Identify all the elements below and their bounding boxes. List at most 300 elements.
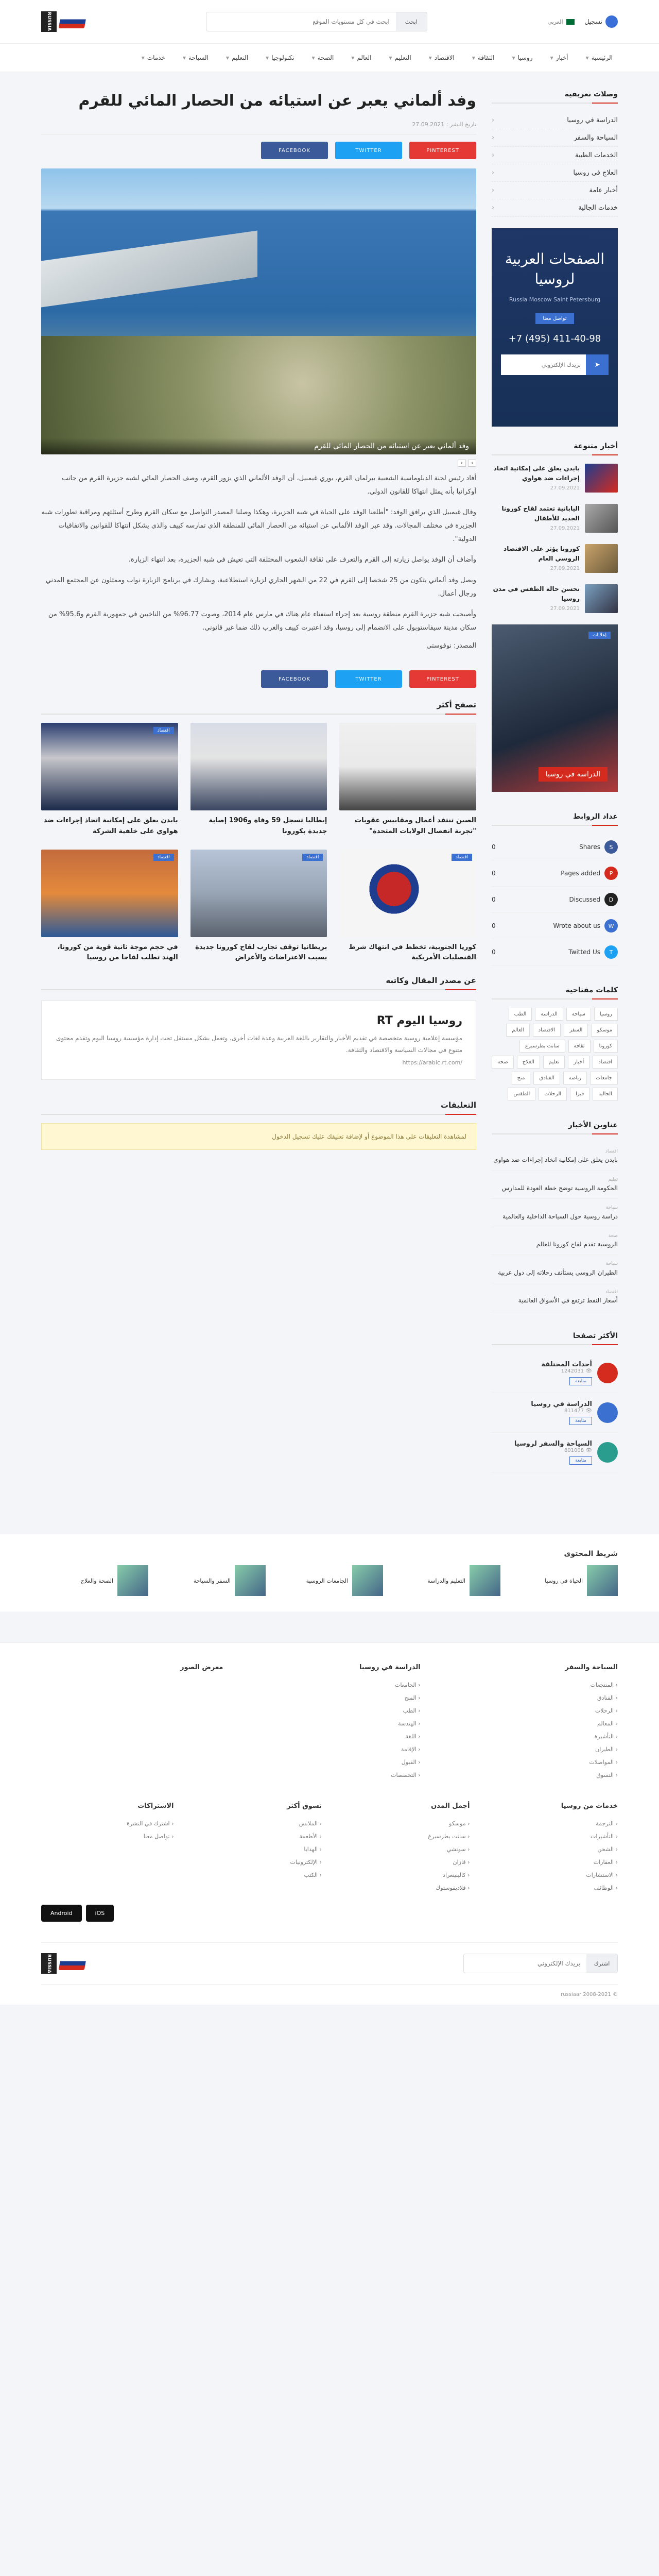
footer-column <box>189 1802 322 1894</box>
categories-title: وصلات تعريفية <box>492 90 618 104</box>
tag-chip[interactable]: اقتصاد <box>593 1056 618 1069</box>
tag-chip[interactable]: الرحلات <box>539 1088 567 1100</box>
ticker-text: الحياة في روسيا <box>545 1577 583 1584</box>
headline-category: تعليم <box>608 1177 618 1182</box>
social-icon: W <box>604 919 618 933</box>
search-button[interactable]: ابحث <box>396 12 427 31</box>
popular-title: السياحة والسفر لروسيا <box>514 1440 592 1448</box>
latest-news-item[interactable] <box>492 504 618 533</box>
site-logo[interactable] <box>41 11 85 32</box>
twitter-share-button[interactable]: TWITTER <box>335 142 402 159</box>
category-badge: اقتصاد <box>452 854 472 861</box>
headline-item[interactable] <box>492 1283 618 1312</box>
footer-column-title: الدراسة في روسيا <box>359 1664 421 1672</box>
chevron-down-icon: ▼ <box>311 55 315 60</box>
popular-views: 👁 801008 <box>564 1448 592 1454</box>
tag-chip[interactable]: الفنادق <box>533 1072 560 1084</box>
popular-avatar <box>597 1363 618 1383</box>
ticker-title: شريط المحتوى <box>564 1550 618 1558</box>
article-date: تاريخ النشر : 27.09.2021 <box>412 121 476 128</box>
user-menu[interactable] <box>585 15 618 28</box>
popular-views: 👁 811477 <box>564 1408 592 1414</box>
footer-link[interactable]: ‹ الهندسة <box>398 1720 421 1727</box>
footer-link[interactable]: ‹ المواصلات <box>589 1759 618 1766</box>
footer-link[interactable]: ‹ اشترك في النشرة <box>127 1820 174 1827</box>
news-thumb <box>585 584 618 613</box>
counter-item[interactable] <box>492 913 618 939</box>
tag-chip[interactable]: الطب <box>509 1008 532 1021</box>
latest-news-item[interactable] <box>492 464 618 493</box>
counter-item[interactable] <box>492 939 618 965</box>
copyright: © 2008-2021 russiaar <box>41 1984 618 2005</box>
nav-item[interactable] <box>550 54 568 61</box>
headlines-title: عناوين الأخبار <box>492 1121 618 1134</box>
avatar <box>605 15 618 28</box>
footer-link[interactable]: ‹ الشحن <box>597 1846 618 1853</box>
news-thumb <box>585 464 618 493</box>
source-description: مؤسسة إعلامية روسية متخصصة في تقديم الأخبار والتقارير باللغة العربية وعدة لغات أخرى، وتعمل بشكل مستقل تحت إدارة مؤسسة روسيا اليوم وتقدم محتوى متنوع في مجالات السياسة والاقتصاد والثقافة. <box>56 1035 462 1054</box>
nav-label: روسيا <box>517 54 533 61</box>
footer-logo[interactable] <box>41 1953 85 1974</box>
related-card[interactable] <box>41 723 178 837</box>
tag-chip[interactable]: السفر <box>564 1024 588 1037</box>
news-thumb <box>585 544 618 573</box>
tag-chip[interactable]: سانت بطرسبرغ <box>519 1040 565 1053</box>
news-title: تحسن حالة الطقس في مدن روسيا <box>493 585 580 603</box>
chevron-left-icon: ‹ <box>492 204 495 212</box>
counter-value: 0 <box>492 896 496 903</box>
pinterest-share-button[interactable]: PINTEREST <box>409 670 476 688</box>
chevron-down-icon: ▼ <box>550 55 553 60</box>
twitter-share-button[interactable]: TWITTER <box>335 670 402 688</box>
footer-link[interactable]: ‹ اللغة <box>405 1733 421 1740</box>
news-text <box>492 584 580 613</box>
tag-chip[interactable]: جامعات <box>590 1072 618 1084</box>
related-image <box>190 723 327 810</box>
counter-label-wrap <box>579 840 618 854</box>
related-title: تصفح أكثر <box>41 700 476 715</box>
footer-link[interactable]: ‹ الرحلات <box>595 1707 618 1715</box>
tag-chip[interactable]: أخبار <box>568 1056 589 1069</box>
ticker-row <box>41 1565 618 1596</box>
category-item[interactable] <box>492 164 618 182</box>
share-bar-bottom <box>41 670 476 688</box>
chevron-left-icon: ‹ <box>492 134 495 142</box>
news-date: 27.09.2021 <box>550 485 580 492</box>
language-switcher[interactable] <box>547 19 574 25</box>
footer-column <box>337 1802 470 1894</box>
footer-link[interactable]: ‹ فلاديفوستوك <box>436 1885 470 1892</box>
popular-text <box>514 1440 592 1465</box>
social-icon: T <box>604 945 618 959</box>
nav-item[interactable] <box>351 54 371 61</box>
related-image <box>339 850 476 937</box>
footer-link[interactable]: ‹ سانت بطرسبرغ <box>428 1833 470 1840</box>
popular-views: 👁 1242031 <box>561 1368 592 1375</box>
article-paragraph: وقال غيمبيل الذي يرافق الوفد: "أطلعنا الوفد على الحياة في شبه الجزيرة، وهكذا وصلنا المصدر التواصل مع سكان القرم وطرح أسئلتهم ومراقبة تطورات شبه الجزيرة في مختلف المجالات. وقد عبر الوفد الألماني عن استيائه من الحصار المائي للمنطقة الذي تمارسه كييف والذي يشكل انتهاكا للقوانين والاتفاقيات الدولية". <box>41 509 476 543</box>
news-title: كورونا يؤثر على الاقتصاد الروسي العام <box>504 545 580 563</box>
nav-item[interactable] <box>512 54 532 61</box>
promo-phone: +7 (495) 411-40-98 <box>508 333 601 345</box>
popular-title: أحداث المختلفة <box>541 1361 592 1369</box>
footer-link[interactable]: ‹ الأطعمة <box>299 1833 322 1840</box>
subscribe-button[interactable]: اشترك <box>586 1954 617 1973</box>
related-card[interactable] <box>190 850 327 964</box>
facebook-share-button[interactable]: FACEBOOK <box>261 670 328 688</box>
news-title: بايدن يعلق على إمكانية اتخاذ إجراءات ضد هواوي <box>493 465 580 482</box>
article-paragraph: وأضاف أن الوفد يواصل زيارته إلى القرم والتعرف على ثقافة الشعوب المختلفة التي تعيش في شبه الجزيرة، بعد انتهاء الزيارة. <box>128 556 476 564</box>
source-box <box>41 1001 476 1080</box>
footer-column <box>41 1664 223 1782</box>
counter-value: 0 <box>492 948 496 956</box>
footer-link[interactable]: ‹ الجامعات <box>395 1682 421 1689</box>
footer-link[interactable]: ‹ الطيران <box>595 1746 618 1753</box>
related-title: إيطاليا تسجل 59 وفاة و1906 إصابة جديدة بكورونا <box>209 817 327 835</box>
pager-prev[interactable]: ‹ <box>458 460 466 467</box>
social-icon: S <box>604 840 618 854</box>
footer-column-title: السياحة والسفر <box>565 1664 618 1672</box>
nav-label: التعليم <box>394 54 411 61</box>
subscribe-input[interactable] <box>464 1954 586 1973</box>
counter-value: 0 <box>492 843 496 851</box>
chevron-left-icon: ‹ <box>492 116 495 124</box>
nav-label: خدمات <box>147 54 165 61</box>
ticker-item[interactable] <box>511 1565 618 1596</box>
counter-label-wrap <box>561 867 618 880</box>
search-input[interactable] <box>206 12 396 31</box>
nav-label: التعليم <box>232 54 249 61</box>
related-title: في حجم موجة ثانية قوية من كورونا، الهند تطلب لقاحا من روسيا <box>57 943 178 962</box>
headline-item[interactable] <box>492 1199 618 1227</box>
related-card[interactable] <box>190 723 327 837</box>
counter-value: 0 <box>492 922 496 929</box>
ad-banner[interactable] <box>492 624 618 792</box>
ticker-item[interactable] <box>159 1565 266 1596</box>
related-image <box>190 850 327 937</box>
related-card[interactable] <box>339 723 476 837</box>
nav-item[interactable] <box>472 54 495 61</box>
chevron-down-icon: ▼ <box>428 55 432 60</box>
footer-link[interactable]: ‹ الوظائف <box>594 1885 618 1892</box>
pier-shape <box>41 230 257 307</box>
tag-chip[interactable]: روسيا <box>594 1008 618 1021</box>
footer-column-title: خدمات من روسيا <box>561 1802 618 1810</box>
footer-link[interactable]: ‹ الإقامة <box>401 1746 421 1753</box>
footer-link[interactable]: ‹ المنتجعات <box>590 1682 618 1689</box>
footer-column-title: معرض الصور <box>180 1664 223 1672</box>
follow-button[interactable]: متابعة <box>569 1417 592 1425</box>
source-url[interactable]: https://arabic.rt.com/ <box>402 1059 462 1066</box>
news-date: 27.09.2021 <box>550 526 580 532</box>
footer-link[interactable]: ‹ موسكو <box>449 1820 470 1827</box>
ticker-thumb <box>470 1565 500 1596</box>
news-date: 27.09.2021 <box>550 606 580 612</box>
nav-item[interactable] <box>312 54 334 61</box>
ticker-thumb <box>235 1565 266 1596</box>
popular-title: الدراسة في روسيا <box>531 1400 592 1409</box>
social-icon: D <box>604 893 618 906</box>
footer-link[interactable]: ‹ الكتب <box>304 1872 322 1879</box>
latest-news-item[interactable] <box>492 584 618 613</box>
footer-link[interactable]: ‹ التأشيرات <box>591 1833 618 1840</box>
language-label: العربي <box>547 18 563 25</box>
footer-column <box>238 1664 420 1782</box>
tag-chip[interactable]: سياحة <box>566 1008 591 1021</box>
category-label: خدمات الجالية <box>578 204 618 212</box>
tag-chip[interactable]: صحة <box>492 1056 513 1069</box>
nav-item[interactable] <box>266 54 294 61</box>
footer-link[interactable]: ‹ الترجمة <box>596 1820 618 1827</box>
chevron-down-icon: ▼ <box>351 55 355 60</box>
category-item[interactable] <box>492 129 618 147</box>
popular-item[interactable] <box>492 1353 618 1393</box>
tag-chip[interactable]: موسكو <box>591 1024 618 1037</box>
counter-label: Discussed <box>569 896 600 903</box>
tag-chip[interactable]: كورونا <box>594 1040 618 1053</box>
chevron-down-icon: ▼ <box>141 55 145 60</box>
social-icon: P <box>604 867 618 880</box>
headline-text: الحكومة الروسية توضح خطة العودة للمدارس <box>501 1184 618 1192</box>
footer-link[interactable]: ‹ سوتشي <box>446 1846 470 1853</box>
hero-image <box>41 168 476 454</box>
popular-title: الأكثر تصفحا <box>492 1332 618 1345</box>
footer-link[interactable]: ‹ الملابس <box>299 1820 322 1827</box>
headline-category: اقتصاد <box>605 1289 618 1295</box>
counter-item[interactable] <box>492 860 618 887</box>
counter-title: عداد الروابط <box>492 812 618 826</box>
headline-category: سياحة <box>605 1205 618 1211</box>
footer-link[interactable]: ‹ المعالم <box>597 1720 618 1727</box>
popular-avatar <box>597 1442 618 1463</box>
popular-text <box>541 1361 592 1385</box>
counter-label: Shares <box>579 843 600 851</box>
popular-avatar <box>597 1402 618 1423</box>
facebook-share-button[interactable]: FACEBOOK <box>261 142 328 159</box>
tag-chip[interactable]: فيزا <box>570 1088 589 1100</box>
category-item[interactable] <box>492 199 618 217</box>
footer-link[interactable]: ‹ الاستشارات <box>586 1872 618 1879</box>
ticker-item[interactable] <box>393 1565 500 1596</box>
comments-notice: لمشاهدة التعليقات على هذا الموضوع أو لإضافة تعليقك عليك تسجيل الدخول <box>41 1123 476 1150</box>
related-card[interactable] <box>41 850 178 964</box>
article-source: المصدر: نوفوستي <box>426 642 476 650</box>
tag-chip[interactable]: الجالية <box>593 1088 618 1100</box>
footer-link[interactable]: ‹ الطب <box>403 1707 421 1715</box>
tag-chip[interactable]: العالم <box>506 1024 529 1037</box>
tag-chip[interactable]: منح <box>512 1072 531 1084</box>
category-label: أخبار عامة <box>589 187 618 194</box>
main-nav <box>0 44 659 72</box>
popular-list <box>492 1353 618 1472</box>
nav-label: السياحة <box>188 54 209 61</box>
login-label: تسجيل <box>584 18 602 25</box>
topbar <box>0 0 659 44</box>
headline-item[interactable] <box>492 1227 618 1256</box>
footer-column-title: تسوق أكثر <box>287 1802 322 1810</box>
latest-title: أخبار متنوعة <box>492 442 618 455</box>
footer-link[interactable]: ‹ قازان <box>453 1859 470 1866</box>
sidebar <box>492 90 618 1472</box>
follow-button[interactable]: متابعة <box>569 1377 592 1385</box>
tag-chip[interactable]: رياضة <box>563 1072 587 1084</box>
ticker-item[interactable] <box>276 1565 383 1596</box>
ios-app-button[interactable]: iOS <box>86 1905 114 1922</box>
news-date: 27.09.2021 <box>550 566 580 572</box>
latest-list <box>492 464 618 613</box>
news-thumb <box>585 504 618 533</box>
promo-banner <box>492 228 618 427</box>
counter-label-wrap <box>569 893 618 906</box>
tag-chip[interactable]: الاقتصاد <box>533 1024 561 1037</box>
chevron-down-icon: ▼ <box>226 55 230 60</box>
headline-item[interactable] <box>492 1143 618 1171</box>
counter-label-wrap <box>568 945 618 959</box>
nav-item[interactable] <box>429 54 455 61</box>
russia-flag-logo <box>59 15 87 28</box>
category-label: الخدمات الطبية <box>575 151 618 159</box>
footer-column-title: أجمل المدن <box>431 1802 470 1810</box>
counter-label-wrap <box>553 919 618 933</box>
logo-text: RUSSIA <box>41 11 57 32</box>
share-bar-top <box>41 142 476 159</box>
comments-title: التعليقات <box>41 1100 476 1115</box>
headline-category: سياحة <box>605 1261 618 1267</box>
footer-link[interactable]: ‹ المنح <box>404 1694 421 1702</box>
headline-item[interactable] <box>492 1255 618 1283</box>
ticker-text: الصحة والعلاج <box>80 1577 113 1584</box>
hero-caption: وفد ألماني يعبر عن استيائه من الحصار المائي للقرم <box>41 438 476 454</box>
footer-link[interactable]: ‹ كالينينغراد <box>443 1872 470 1879</box>
nav-item[interactable] <box>389 54 411 61</box>
promo-title: الصفحات العربية لروسيا <box>505 250 605 288</box>
footer-column <box>485 1802 618 1894</box>
related-grid <box>41 723 476 963</box>
category-label: الدراسة في روسيا <box>567 116 618 124</box>
chevron-down-icon: ▼ <box>266 55 269 60</box>
follow-button[interactable]: متابعة <box>569 1456 592 1465</box>
category-item[interactable] <box>492 182 618 199</box>
counter-value: 0 <box>492 870 496 877</box>
nav-item[interactable] <box>183 54 209 61</box>
related-image <box>41 723 178 810</box>
ticker-text: الجامعات الروسية <box>306 1577 348 1584</box>
footer-link[interactable]: ‹ التأشيرة <box>594 1733 618 1740</box>
ad-label: الدراسة في روسيا <box>539 767 608 782</box>
chevron-down-icon: ▼ <box>512 55 515 60</box>
article-main <box>41 90 476 1472</box>
promo-subtitle: Russia Moscow Saint Petersburg <box>509 296 601 303</box>
news-text <box>492 464 580 493</box>
category-badge: اقتصاد <box>153 854 174 861</box>
counter-item[interactable] <box>492 834 618 860</box>
russia-flag-logo <box>59 1957 87 1970</box>
tags-cloud <box>492 1008 618 1100</box>
pinterest-share-button[interactable]: PINTEREST <box>409 142 476 159</box>
related-title: بايدن يعلق على إمكانية اتخاذ إجراءات ضد هواوي على خلفية الشركة <box>43 817 178 835</box>
chevron-left-icon: ‹ <box>492 169 495 177</box>
popular-item[interactable] <box>492 1433 618 1472</box>
promo-email-input[interactable] <box>501 354 586 375</box>
promo-badge[interactable]: تواصل معنا <box>535 313 574 324</box>
related-title: كوريا الجنوبية، تخطط في انتهاك شرط القنصليات الأمريكية <box>349 943 476 962</box>
counter-label: Twitted Us <box>568 948 600 956</box>
source-section-title: عن مصدر المقال وكاتبه <box>41 976 476 990</box>
nav-item[interactable] <box>226 54 248 61</box>
headlines-list <box>492 1143 618 1311</box>
pager-next[interactable]: › <box>468 460 476 467</box>
footer-link[interactable]: ‹ الهدايا <box>304 1846 322 1853</box>
ticker-text: السفر والسياحة <box>193 1577 231 1584</box>
tag-chip[interactable]: تعليم <box>543 1056 565 1069</box>
ticker-item[interactable] <box>41 1565 148 1596</box>
footer-link[interactable]: ‹ الإلكترونيات <box>290 1859 322 1866</box>
search-bar <box>206 12 427 31</box>
footer-link[interactable]: ‹ القبول <box>401 1759 421 1766</box>
nav-item[interactable] <box>586 54 613 61</box>
nav-label: الاقتصاد <box>434 54 455 61</box>
image-pager <box>41 460 476 467</box>
promo-submit-button[interactable]: ➤ <box>586 354 609 375</box>
related-image <box>41 850 178 937</box>
footer-link[interactable]: ‹ التسوق <box>596 1772 618 1779</box>
tag-chip[interactable]: ثقافة <box>568 1040 591 1053</box>
nav-item[interactable] <box>142 54 165 61</box>
chevron-left-icon: ‹ <box>492 151 495 159</box>
tag-chip[interactable]: العلاج <box>517 1056 540 1069</box>
chevron-down-icon: ▼ <box>389 55 392 60</box>
tag-chip[interactable]: الدراسة <box>535 1008 563 1021</box>
counter-item[interactable] <box>492 887 618 913</box>
nav-label: الصحة <box>317 54 334 61</box>
nav-label: تكنولوجيا <box>271 54 294 61</box>
headline-item[interactable] <box>492 1171 618 1199</box>
article-paragraph: وأصبحت شبه جزيرة القرم منطقة روسية بعد إجراء استفتاء عام هناك في مارس عام 2014، وصوت 96.77% من الناخبين في جمهورية القرم و95.6% من سكان مدينة سيفاستوبول على الانضمام إلى روسيا، وقد اعتبرت كييف والغرب ذلك ضما غير قانوني. <box>48 611 476 632</box>
rocks-shape <box>41 336 476 454</box>
footer-link[interactable]: ‹ تواصل معنا <box>143 1833 174 1840</box>
category-item[interactable] <box>492 112 618 129</box>
nav-label: أخبار <box>556 54 568 61</box>
chevron-down-icon: ▼ <box>472 55 475 60</box>
footer-column-title: الاشتراكات <box>137 1802 174 1810</box>
popular-text <box>531 1400 592 1425</box>
nav-label: الرئيسية <box>591 54 613 61</box>
ticker-text: التعليم والدراسة <box>427 1577 465 1584</box>
footer-link[interactable]: ‹ العقارات <box>593 1859 618 1866</box>
chevron-down-icon: ▼ <box>585 55 589 60</box>
tag-chip[interactable]: الطقس <box>508 1088 535 1100</box>
subscribe-form <box>463 1954 618 1973</box>
news-title: اليابانية تعتمد لقاح كورونا الجديد للأطفال <box>501 505 580 522</box>
popular-item[interactable] <box>492 1393 618 1433</box>
footer <box>0 1642 659 2005</box>
category-item[interactable] <box>492 147 618 164</box>
article-paragraph: أفاد رئيس لجنة الدبلوماسية الشعبية ببرلمان القرم، يوري غيمبيل، أن الوفد الألماني الذي يزور القرم، وصف الحصار المائي لشبه جزيرة القرم من جانب أوكرانيا بأنه يمثل انتهاكا للقانون الدولي. <box>62 474 476 496</box>
footer-link[interactable]: ‹ الفنادق <box>597 1694 618 1702</box>
content-ticker <box>0 1534 659 1612</box>
latest-news-item[interactable] <box>492 544 618 573</box>
headline-category: صحة <box>608 1233 618 1239</box>
android-app-button[interactable]: Android <box>41 1905 82 1922</box>
source-name: روسيا اليوم RT <box>376 1014 462 1028</box>
counter-list <box>492 834 618 965</box>
flag-icon <box>566 19 575 25</box>
ticker-thumb <box>117 1565 148 1596</box>
related-card[interactable] <box>339 850 476 964</box>
footer-link[interactable]: ‹ التخصصات <box>391 1772 421 1779</box>
app-buttons <box>41 1905 618 1922</box>
related-title: الصين تنتقد أعمال ومقاييس عقوبات "تجربة انفصال الولايات المتحدة" <box>355 817 476 835</box>
headline-category: اقتصاد <box>605 1149 618 1154</box>
